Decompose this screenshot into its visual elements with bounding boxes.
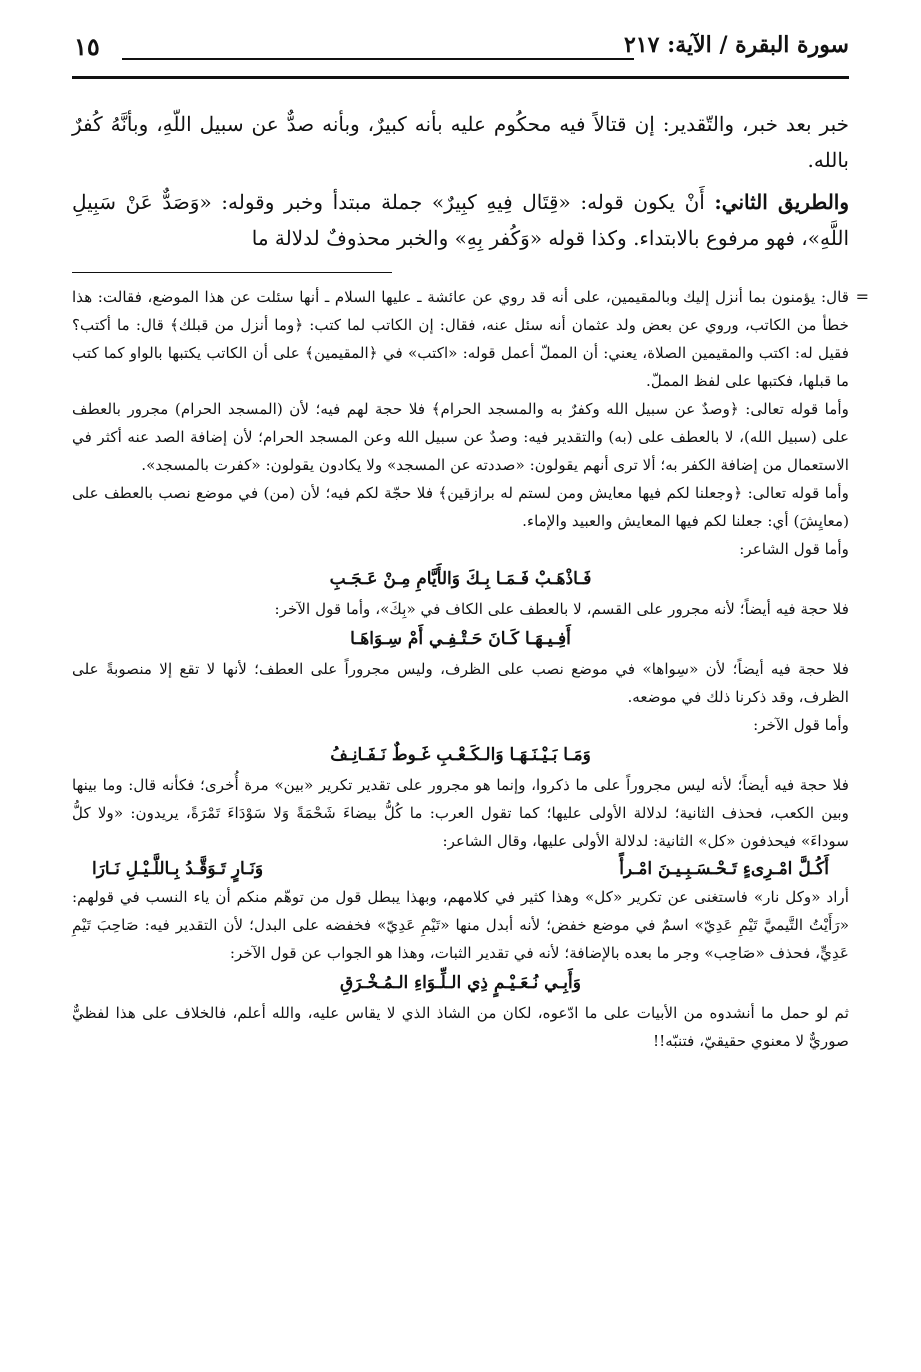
footnotes — [72, 283, 869, 1055]
running-header — [72, 30, 849, 70]
main-paragraph-1: خبر بعد خبر، والتّقدير: إن قتالاً فيه محكُوم عليه بأنه كبيرٌ، وبأنه صدٌّ عن سبيل اللّهِ، وبأنَّهُ كُفرٌ بالله. — [72, 112, 849, 172]
page — [72, 30, 869, 1352]
verse-4-hemistich-2: وَنَـارٍ تَـوَقَّـدُ بِـاللَّـيْـلِ نَـارَا — [92, 859, 264, 879]
main-paragraph-2-lead: والطريق الثاني: — [714, 190, 850, 214]
note-paragraph-3: وأما قوله تعالى: ﴿وجعلنا لكم فيها معايش ومن لستم له برازقين﴾ فلا حجّة لكم فيه؛ لأن (من) في موضع نصب بالعطف على (معايِشَ) أي: جعلنا لكم فيها المعايش والعبيد والإماء. — [72, 484, 849, 530]
page-number: ١٥ — [74, 32, 100, 61]
verse-4-hemistich-1: أَكُـلَّ امْـرِىءٍ تَـحْـسَـبِـيـنَ امْـرأً — [619, 859, 829, 879]
verse-5: وَأَبِـي نُـعَـيْـمٍ ذِي الـلِّـوَاءِ الـمُـخْـرَقِ — [340, 973, 581, 993]
header-title: سورة البقرة / الآية: ٢١٧ — [623, 32, 849, 58]
footnote-separator — [72, 272, 392, 273]
main-text — [72, 106, 849, 256]
verse-4 — [72, 855, 849, 883]
note-paragraph-1: قال: يؤمنون بما أنزل إليك وبالمقيمين، على أنه قد روي عن عائشة ـ عليها السلام ـ أنها سئلت عن هذا الموضع، فقالت: هذا خطأ من الكاتب، وروي عن بعض ولد عثمان أنه سئل عنه، فقال: إن الكاتب لما كتب: ﴿وما أنزل من قبلك﴾ قال: ما أكتب؟ فقيل له: اكتب والمقيمين الصلاة، يعني: أن المملّ أعمل قوله: «اكتب» في ﴿المقيمين﴾ على أن الكاتب يكتبها بالواو كما كتب ما قبلها، فكتبها على لفظ المملّ. — [72, 288, 849, 390]
verse-2: أَفِـيـهَـا كَـانَ حَـتْـفِـي أَمْ سِـوَاهَـا — [350, 629, 571, 649]
header-rule — [72, 76, 849, 79]
note-paragraph-2: وأما قوله تعالى: ﴿وصدٌ عن سبيل الله وكفرٌ به والمسجد الحرام﴾ فلا حجة لهم فيه؛ لأن (المسجد الحرام) مجرور بالعطف على (سبيل الله)، لا بالعطف على (به) والتقدير فيه: وصدٌ عن سبيل الله وعن المسجد الحرام؛ لأن إضافة الصد عنه أكثر في الاستعمال من إضافة الكفر به؛ ألا ترى أنهم يقولون: «صددته عن المسجد» ولا يكادون يقولون: «كفرت بالمسجد». — [72, 400, 849, 474]
note-paragraph-4: وأما قول الشاعر: — [739, 540, 849, 558]
continuation-marker: = — [855, 287, 869, 306]
main-paragraph-2-text: أَنْ يكون قوله: «قِتَال فِيهِ كبِيرٌ» جملة مبتدأ وخبر وقوله: «وَصَدٌّ عَنْ سَبِيلِ اللَّهِ»، فهو مرفوع بالابتداء. وكذا قوله «وَكُفر بِهِ» والخبر محذوفٌ لدلالة ما — [72, 190, 849, 250]
note-paragraph-8: فلا حجة فيه أيضاً؛ لأنه ليس مجروراً على ما ذكروا، وإنما هو مجرور على تقدير تكرير «بين» مرة أُخرى؛ فكأنه قال: وما بينها وبين الكعب، فحذف الثانية؛ لدلالة الأولى عليها؛ كما تقول العرب: ما كُلُّ بيضاءَ شَحْمَةً وَلا سَوْدَاءَ تَمْرَةً، يريدون: «ولا كلُّ سوداءَ» فيحذفون «كل» الثانية: لدلالة الأولى عليها، وقال الشاعر: — [72, 776, 849, 850]
note-paragraph-5: فلا حجة فيه أيضاً؛ لأنه مجرور على القسم، لا بالعطف على الكاف في «بِكَ»، وأما قول الآخر: — [274, 600, 849, 618]
note-paragraph-7: وأما قول الآخر: — [753, 716, 849, 734]
main-paragraph-2 — [72, 184, 849, 256]
note-paragraph-9: أراد «وكل نار» فاستغنى عن تكرير «كل» وهذا كثير في كلامهم، وبهذا يبطل قول من توهّم منكم أن ياء النسب في قولهم: «رَأَيْتُ التَّيميَّ تَيْمِ عَدِيّ» اسمٌ في موضع خفض؛ لأنه أبدل منها «تَيْمِ عَدِيّ» فخفضه على البدل؛ لأن التقدير فيه: صَاحِبَ تَيْمِ عَدِيٍّ، فحذف «صَاحِب» وجر ما بعده بالإضافة؛ لأنه في تقدير الثبات، وهذا هو الجواب عن قول الآخر: — [72, 888, 849, 962]
verse-1: فَـاذْهَـبْ فَـمَـا بِـكَ وَالأَيَّامِ مِـنْ عَـجَـبِ — [329, 569, 592, 589]
verse-3: وَمَـا بَـيْـنَـهَـا وَالـكَـعْـبِ غَـوطٌ نَـفَـانِـفُ — [330, 745, 591, 765]
note-paragraph-10: ثم لو حمل ما أنشدوه من الأبيات على ما ادّعوه، لكان من الشاذ الذي لا يقاس عليه، والله أعلم، فالخلاف على هذا لفظيٌّ صوريٌّ لا معنوي حقيقيّ، فتنبّه!! — [72, 1004, 849, 1050]
header-rule-short — [122, 58, 634, 60]
note-paragraph-6: فلا حجة فيه أيضاً؛ لأن «سِواها» في موضع نصب على الظرف، وليس مجروراً على العطف؛ لأنها لا تقع إلا منصوبةً على الظرف، وقد ذكرنا ذلك في موضعه. — [72, 660, 849, 706]
